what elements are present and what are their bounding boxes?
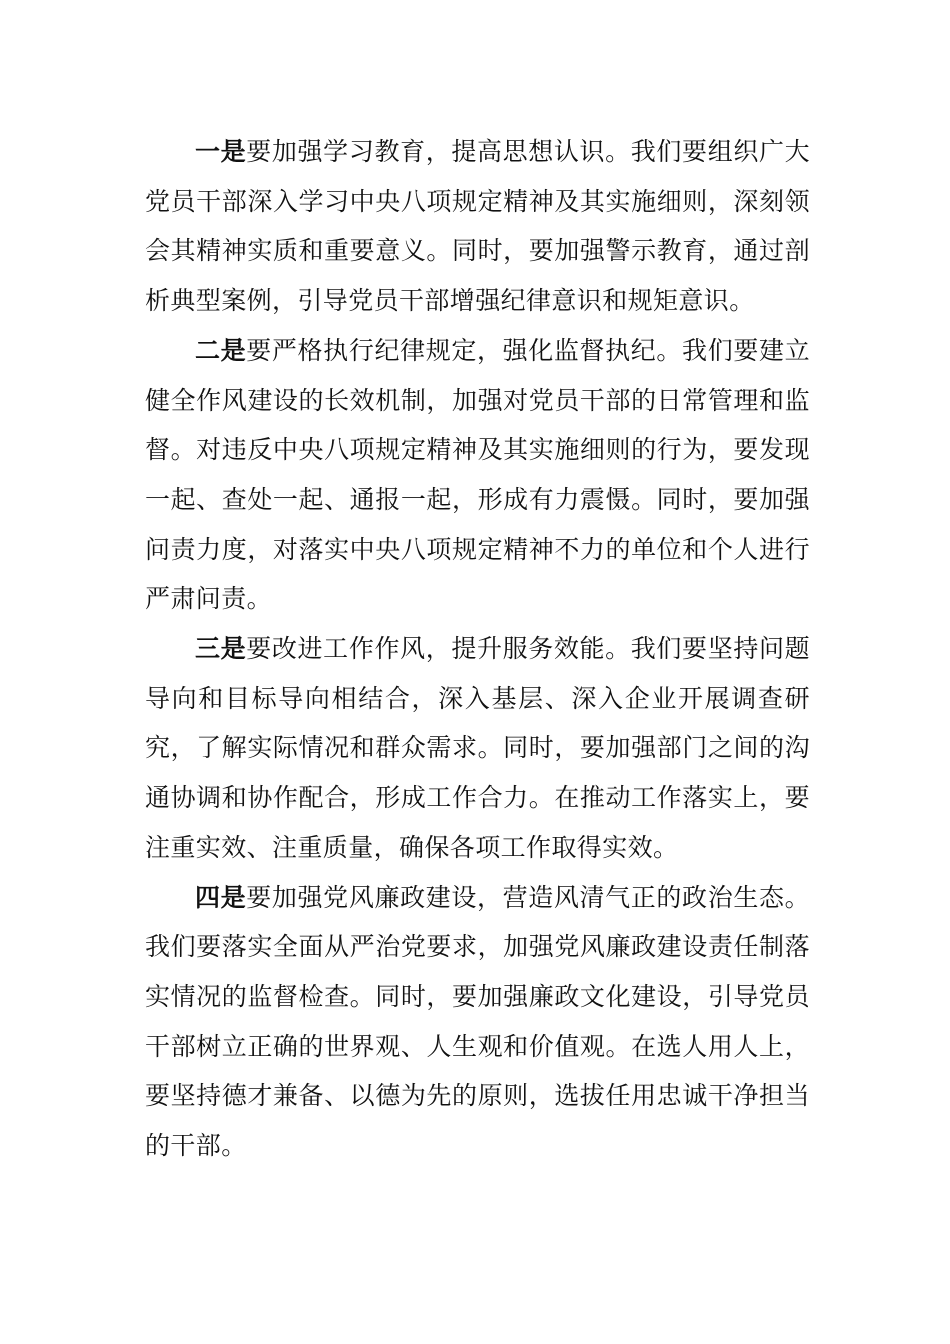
paragraph-2-lead: 二是 [195, 335, 247, 365]
paragraph-2-text: 要严格执行纪律规定，强化监督执纪。我们要建立健全作风建设的长效机制，加强对党员干部的日常管理和监督。对违反中央八项规定精神及其实施细则的行为，要发现一起、查处一起、通报一起，形成有力震慑。同时，要加强问责力度，对落实中央八项规定精神不力的单位和个人进行严肃问责。 [145, 335, 810, 614]
paragraph-3 [145, 624, 810, 873]
paragraph-1 [145, 127, 810, 326]
paragraph-2 [145, 326, 810, 624]
paragraph-4-lead: 四是 [195, 882, 247, 912]
paragraph-4 [145, 873, 810, 1171]
paragraph-1-text: 要加强学习教育，提高思想认识。我们要组织广大党员干部深入学习中央八项规定精神及其实施细则，深刻领会其精神实质和重要意义。同时，要加强警示教育，通过剖析典型案例，引导党员干部增强纪律意识和规矩意识。 [145, 137, 810, 316]
paragraph-3-lead: 三是 [195, 634, 247, 664]
paragraph-3-text: 要改进工作作风，提升服务效能。我们要坚持问题导向和目标导向相结合，深入基层、深入企业开展调查研究，了解实际情况和群众需求。同时，要加强部门之间的沟通协调和协作配合，形成工作合力。在推动工作落实上，要注重实效、注重质量，确保各项工作取得实效。 [145, 634, 810, 862]
paragraph-1-lead: 一是 [195, 137, 247, 166]
document-body [145, 127, 810, 1171]
paragraph-4-text: 要加强党风廉政建设，营造风清气正的政治生态。我们要落实全面从严治党要求，加强党风廉政建设责任制落实情况的监督检查。同时，要加强廉政文化建设，引导党员干部树立正确的世界观、人生观和价值观。在选人用人上，要坚持德才兼备、以德为先的原则，选拔任用忠诚干净担当的干部。 [145, 882, 810, 1161]
